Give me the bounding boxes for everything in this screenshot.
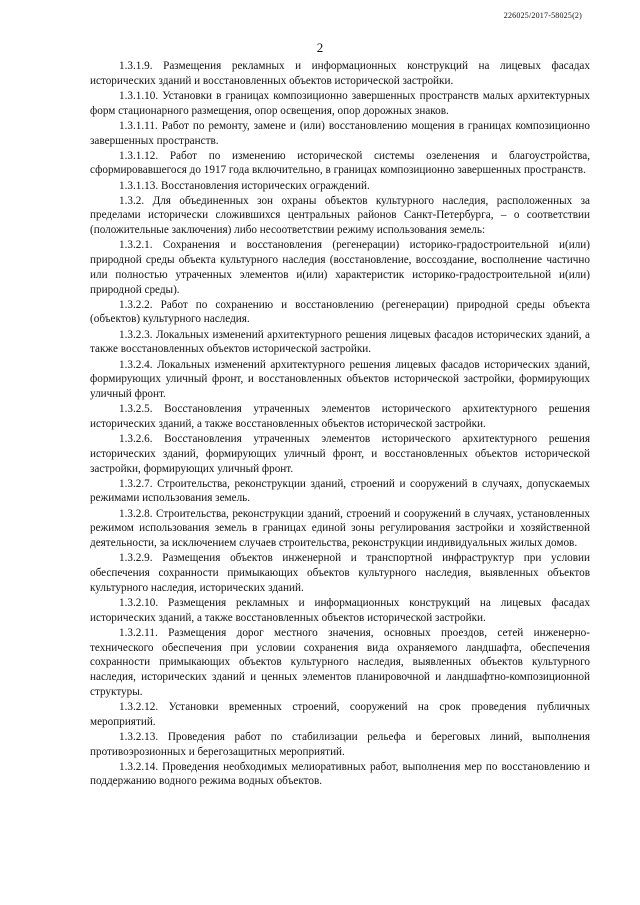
- paragraph-1-3-1-13: 1.3.1.13. Восстановления исторических ограждений.: [119, 179, 370, 192]
- document-number: 226025/2017-58025(2): [503, 11, 582, 20]
- paragraph-1-3-2-7: 1.3.2.7. Строительства, реконструкции зданий, строений и сооружений в случаях, допускаемых режимами использования земель.: [90, 477, 590, 505]
- paragraph-1-3-1-9: 1.3.1.9. Размещения рекламных и информационных конструкций на лицевых фасадах исторических зданий и восстановленных объектов исторической застройки.: [90, 60, 590, 87]
- paragraph-1-3-2: 1.3.2. Для объединенных зон охраны объектов культурного наследия, расположенных за пределами исторически сложившихся центральных районов Санкт-Петербурга, – о соответствии (положительные заключения) либо несоответствии режиму использования земель:: [90, 194, 590, 237]
- paragraph-1-3-2-1: 1.3.2.1. Сохранения и восстановления (регенерации) историко-градостроительной и(или) природной среды объекта культурного наследия (восстановление, воссоздание, восполнение частично или полностью утраченных элементов и(или) характеристик историко-градостроительной и(или) природной среды).: [90, 239, 590, 296]
- paragraph-1-3-2-13: 1.3.2.13. Проведения работ по стабилизации рельефа и береговых линий, выполнения противоэрозионных и берегозащитных мероприятий.: [90, 730, 590, 758]
- paragraph-1-3-1-11: 1.3.1.11. Работ по ремонту, замене и (или) восстановлению мощения в границах композиционно завершенных пространств.: [90, 119, 590, 147]
- paragraph-1-3-2-12: 1.3.2.12. Установки временных строений, сооружений на срок проведения публичных мероприятий.: [90, 700, 590, 728]
- paragraph-1-3-1-12: 1.3.1.12. Работ по изменению исторической системы озеленения и благоустройства, сформировавшегося до 1917 года включительно, в границах композиционно завершенных пространств.: [90, 149, 590, 177]
- paragraph-1-3-2-2: 1.3.2.2. Работ по сохранению и восстановлению (регенерации) природной среды объекта (объектов) культурного наследия.: [90, 298, 590, 326]
- paragraph-1-3-2-11: 1.3.2.11. Размещения дорог местного значения, основных проездов, сетей инженерно-технического обеспечения при условии сохранения вида охраняемого ландшафта, обеспечения сохранности примыкающих объектов культурного наследия, выявленных объектов культурного наследия, исторических зданий и ценных элементов планировочной и ландшафтно-композиционной структуры.: [90, 626, 590, 698]
- paragraph-1-3-2-8: 1.3.2.8. Строительства, реконструкции зданий, строений и сооружений в случаях, установленных режимом использования земель в границах единой зоны регулирования застройки и хозяйственной деятельности, за исключением случаев строительства, реконструкции индивидуальных жилых домов.: [90, 507, 590, 550]
- page-number: 2: [316, 40, 324, 55]
- paragraph-1-3-2-6: 1.3.2.6. Восстановления утраченных элементов исторического архитектурного решения исторических зданий, формирующих уличный фронт, и восстановленных объектов исторической застройки, формирующих уличный фронт.: [90, 433, 590, 475]
- paragraph-1-3-2-5: 1.3.2.5. Восстановления утраченных элементов исторического архитектурного решения исторических зданий, а также восстановленных объектов исторической застройки.: [90, 403, 590, 430]
- paragraph-1-3-2-10: 1.3.2.10. Размещения рекламных и информационных конструкций на лицевых фасадах исторических зданий, а также восстановленных объектов исторической застройки.: [90, 596, 590, 624]
- document-body: [90, 59, 590, 790]
- paragraph-1-3-2-3: 1.3.2.3. Локальных изменений архитектурного решения лицевых фасадов исторических зданий, а также восстановленных объектов исторической застройки.: [90, 328, 590, 356]
- paragraph-1-3-2-9: 1.3.2.9. Размещения объектов инженерной и транспортной инфраструктур при условии обеспечения сохранности примыкающих объектов культурного наследия, выявленных объектов культурного наследия, исторических зданий.: [90, 552, 590, 594]
- paragraph-1-3-2-4: 1.3.2.4. Локальных изменений архитектурного решения лицевых фасадов исторических зданий, формирующих уличный фронт, и восстановленных объектов исторической застройки, формирующих уличный фронт.: [90, 358, 590, 401]
- paragraph-1-3-2-14: 1.3.2.14. Проведения необходимых мелиоративных работ, выполнения мер по восстановлению и поддержанию водного режима водных объектов.: [90, 760, 590, 788]
- paragraph-1-3-1-10: 1.3.1.10. Установки в границах композиционно завершенных пространств малых архитектурных форм стационарного размещения, опор освещения, опор дорожных знаков.: [90, 89, 590, 117]
